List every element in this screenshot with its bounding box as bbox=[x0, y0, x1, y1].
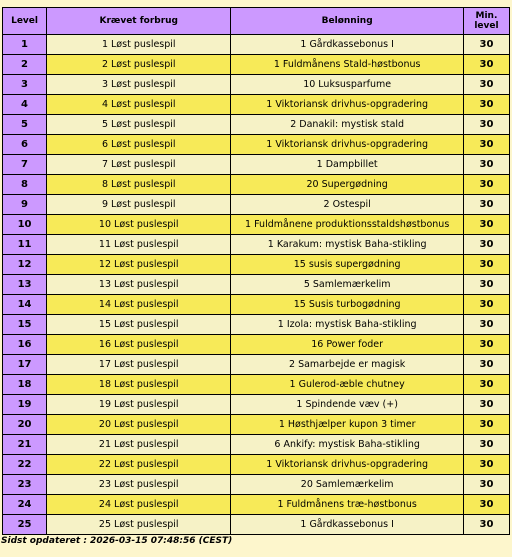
table-row bbox=[3, 95, 509, 114]
reward-cell: 1 Høsthjælper kupon 3 timer bbox=[231, 415, 462, 434]
required-cell: 10 Løst puslespil bbox=[47, 215, 230, 234]
required-cell: 14 Løst puslespil bbox=[47, 295, 230, 314]
reward-cell: 1 Viktoriansk drivhus-opgradering bbox=[231, 135, 462, 154]
level-cell: 22 bbox=[3, 455, 46, 474]
table-row bbox=[3, 195, 509, 214]
table-row bbox=[3, 375, 509, 394]
level-cell: 11 bbox=[3, 235, 46, 254]
level-cell: 8 bbox=[3, 175, 46, 194]
min-level-cell: 30 bbox=[464, 475, 509, 494]
table-row bbox=[3, 515, 509, 534]
table-row bbox=[3, 75, 509, 94]
header-required: Krævet forbrug bbox=[47, 8, 230, 34]
header-reward: Belønning bbox=[231, 8, 462, 34]
required-cell: 23 Løst puslespil bbox=[47, 475, 230, 494]
reward-cell: 1 Karakum: mystisk Baha-stikling bbox=[231, 235, 462, 254]
required-cell: 12 Løst puslespil bbox=[47, 255, 230, 274]
level-cell: 23 bbox=[3, 475, 46, 494]
table-row bbox=[3, 475, 509, 494]
reward-cell: 1 Fuldmånene produktionsstaldshøstbonus bbox=[231, 215, 462, 234]
level-cell: 18 bbox=[3, 375, 46, 394]
min-level-cell: 30 bbox=[464, 415, 509, 434]
min-level-cell: 30 bbox=[464, 375, 509, 394]
table-row bbox=[3, 355, 509, 374]
min-level-cell: 30 bbox=[464, 115, 509, 134]
min-level-cell: 30 bbox=[464, 455, 509, 474]
table-row bbox=[3, 255, 509, 274]
reward-cell: 2 Samarbejde er magisk bbox=[231, 355, 462, 374]
level-cell: 6 bbox=[3, 135, 46, 154]
level-cell: 15 bbox=[3, 315, 46, 334]
level-cell: 7 bbox=[3, 155, 46, 174]
reward-cell: 1 Gårdkassebonus I bbox=[231, 515, 462, 534]
required-cell: 20 Løst puslespil bbox=[47, 415, 230, 434]
level-cell: 12 bbox=[3, 255, 46, 274]
min-level-cell: 30 bbox=[464, 175, 509, 194]
min-level-cell: 30 bbox=[464, 275, 509, 294]
required-cell: 6 Løst puslespil bbox=[47, 135, 230, 154]
min-level-cell: 30 bbox=[464, 55, 509, 74]
level-cell: 1 bbox=[3, 35, 46, 54]
table-row bbox=[3, 435, 509, 454]
header-min-level: Min. level bbox=[464, 8, 509, 34]
reward-cell: 1 Viktoriansk drivhus-opgradering bbox=[231, 455, 462, 474]
min-level-cell: 30 bbox=[464, 95, 509, 114]
level-cell: 20 bbox=[3, 415, 46, 434]
reward-cell: 1 Gårdkassebonus I bbox=[231, 35, 462, 54]
table-row bbox=[3, 295, 509, 314]
min-level-cell: 30 bbox=[464, 155, 509, 174]
last-updated: Sidst opdateret : 2026-03-15 07:48:56 (CEST) bbox=[1, 536, 233, 546]
table-row bbox=[3, 215, 509, 234]
required-cell: 2 Løst puslespil bbox=[47, 55, 230, 74]
reward-cell: 20 Supergødning bbox=[231, 175, 462, 194]
table-row bbox=[3, 115, 509, 134]
level-cell: 4 bbox=[3, 95, 46, 114]
required-cell: 17 Løst puslespil bbox=[47, 355, 230, 374]
min-level-cell: 30 bbox=[464, 295, 509, 314]
level-cell: 14 bbox=[3, 295, 46, 314]
reward-cell: 20 Samlemærkelim bbox=[231, 475, 462, 494]
level-cell: 10 bbox=[3, 215, 46, 234]
required-cell: 21 Løst puslespil bbox=[47, 435, 230, 454]
min-level-cell: 30 bbox=[464, 495, 509, 514]
table-row bbox=[3, 415, 509, 434]
min-level-cell: 30 bbox=[464, 135, 509, 154]
table-row bbox=[3, 315, 509, 334]
reward-cell: 10 Luksusparfume bbox=[231, 75, 462, 94]
min-level-cell: 30 bbox=[464, 75, 509, 94]
required-cell: 15 Løst puslespil bbox=[47, 315, 230, 334]
required-cell: 9 Løst puslespil bbox=[47, 195, 230, 214]
level-cell: 24 bbox=[3, 495, 46, 514]
level-cell: 21 bbox=[3, 435, 46, 454]
table-row bbox=[3, 335, 509, 354]
required-cell: 3 Løst puslespil bbox=[47, 75, 230, 94]
reward-cell: 1 Fuldmånens Stald-høstbonus bbox=[231, 55, 462, 74]
rewards-table bbox=[2, 7, 510, 535]
reward-cell: 1 Gulerod-æble chutney bbox=[231, 375, 462, 394]
min-level-cell: 30 bbox=[464, 215, 509, 234]
level-cell: 2 bbox=[3, 55, 46, 74]
required-cell: 18 Løst puslespil bbox=[47, 375, 230, 394]
required-cell: 25 Løst puslespil bbox=[47, 515, 230, 534]
reward-cell: 2 Danakil: mystisk stald bbox=[231, 115, 462, 134]
table-row bbox=[3, 155, 509, 174]
level-cell: 16 bbox=[3, 335, 46, 354]
required-cell: 16 Løst puslespil bbox=[47, 335, 230, 354]
min-level-cell: 30 bbox=[464, 35, 509, 54]
min-level-cell: 30 bbox=[464, 435, 509, 454]
header-level: Level bbox=[3, 8, 46, 34]
reward-cell: 2 Ostespil bbox=[231, 195, 462, 214]
required-cell: 11 Løst puslespil bbox=[47, 235, 230, 254]
header-row bbox=[3, 8, 509, 34]
min-level-cell: 30 bbox=[464, 255, 509, 274]
table-row bbox=[3, 35, 509, 54]
reward-cell: 5 Samlemærkelim bbox=[231, 275, 462, 294]
reward-cell: 1 Spindende væv (+) bbox=[231, 395, 462, 414]
table-row bbox=[3, 135, 509, 154]
required-cell: 22 Løst puslespil bbox=[47, 455, 230, 474]
table-row bbox=[3, 235, 509, 254]
min-level-cell: 30 bbox=[464, 355, 509, 374]
level-cell: 9 bbox=[3, 195, 46, 214]
reward-cell: 1 Izola: mystisk Baha-stikling bbox=[231, 315, 462, 334]
table-row bbox=[3, 175, 509, 194]
table-row bbox=[3, 395, 509, 414]
required-cell: 13 Løst puslespil bbox=[47, 275, 230, 294]
level-cell: 13 bbox=[3, 275, 46, 294]
reward-cell: 16 Power foder bbox=[231, 335, 462, 354]
level-cell: 25 bbox=[3, 515, 46, 534]
table-row bbox=[3, 495, 509, 514]
table-body bbox=[3, 35, 509, 534]
table-row bbox=[3, 455, 509, 474]
min-level-cell: 30 bbox=[464, 195, 509, 214]
min-level-cell: 30 bbox=[464, 395, 509, 414]
reward-cell: 1 Dampbillet bbox=[231, 155, 462, 174]
reward-cell: 15 susis supergødning bbox=[231, 255, 462, 274]
reward-cell: 6 Ankify: mystisk Baha-stikling bbox=[231, 435, 462, 454]
required-cell: 7 Løst puslespil bbox=[47, 155, 230, 174]
required-cell: 1 Løst puslespil bbox=[47, 35, 230, 54]
reward-cell: 1 Fuldmånens træ-høstbonus bbox=[231, 495, 462, 514]
reward-cell: 15 Susis turbogødning bbox=[231, 295, 462, 314]
level-cell: 19 bbox=[3, 395, 46, 414]
min-level-cell: 30 bbox=[464, 235, 509, 254]
reward-cell: 1 Viktoriansk drivhus-opgradering bbox=[231, 95, 462, 114]
required-cell: 4 Løst puslespil bbox=[47, 95, 230, 114]
required-cell: 8 Løst puslespil bbox=[47, 175, 230, 194]
table-row bbox=[3, 275, 509, 294]
required-cell: 19 Løst puslespil bbox=[47, 395, 230, 414]
required-cell: 24 Løst puslespil bbox=[47, 495, 230, 514]
min-level-cell: 30 bbox=[464, 315, 509, 334]
required-cell: 5 Løst puslespil bbox=[47, 115, 230, 134]
min-level-cell: 30 bbox=[464, 335, 509, 354]
level-cell: 5 bbox=[3, 115, 46, 134]
table-row bbox=[3, 55, 509, 74]
level-cell: 17 bbox=[3, 355, 46, 374]
level-cell: 3 bbox=[3, 75, 46, 94]
min-level-cell: 30 bbox=[464, 515, 509, 534]
